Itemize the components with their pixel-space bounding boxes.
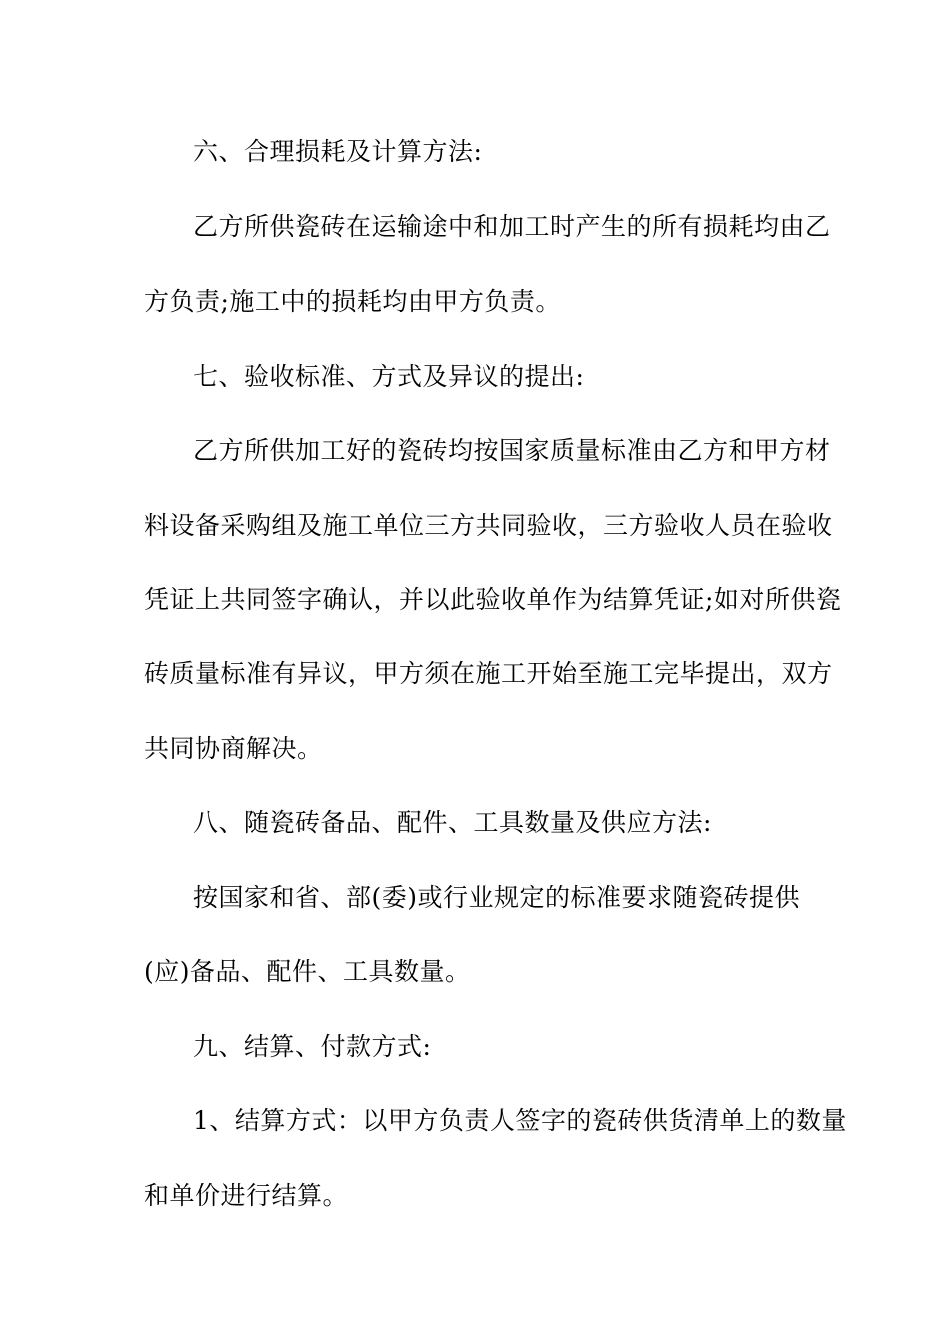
section-heading-6: 六、合理损耗及计算方法: [193, 137, 483, 166]
paragraph-line: 乙方所供瓷砖在运输途中和加工时产生的所有损耗均由乙 [193, 212, 831, 241]
paragraph-line: (应)备品、配件、工具数量。 [144, 957, 471, 986]
paragraph-line: 按国家和省、部(委)或行业规定的标准要求随瓷砖提供 [193, 883, 801, 912]
paragraph-line: 共同协商解决。 [144, 734, 323, 763]
paragraph-line: 凭证上共同签字确认，并以此验收单作为结算凭证;如对所供瓷 [144, 585, 842, 614]
section-heading-7: 七、验收标准、方式及异议的提出: [193, 362, 585, 391]
paragraph-line: 砖质量标准有异议，甲方须在施工开始至施工完毕提出，双方 [144, 659, 833, 688]
paragraph-line: 乙方所供加工好的瓷砖均按国家质量标准由乙方和甲方材 [193, 436, 831, 465]
paragraph-line: 和单价进行结算。 [144, 1181, 349, 1210]
section-heading-8: 八、随瓷砖备品、配件、工具数量及供应方法: [193, 808, 712, 837]
paragraph-line: 料设备采购组及施工单位三方共同验收，三方验收人员在验收 [144, 511, 833, 540]
section-heading-9: 九、结算、付款方式: [193, 1032, 432, 1061]
paragraph-line: 1、结算方式：以甲方负责人签字的瓷砖供货清单上的数量 [193, 1106, 847, 1135]
paragraph-line: 方负责;施工中的损耗均由甲方负责。 [144, 287, 561, 316]
